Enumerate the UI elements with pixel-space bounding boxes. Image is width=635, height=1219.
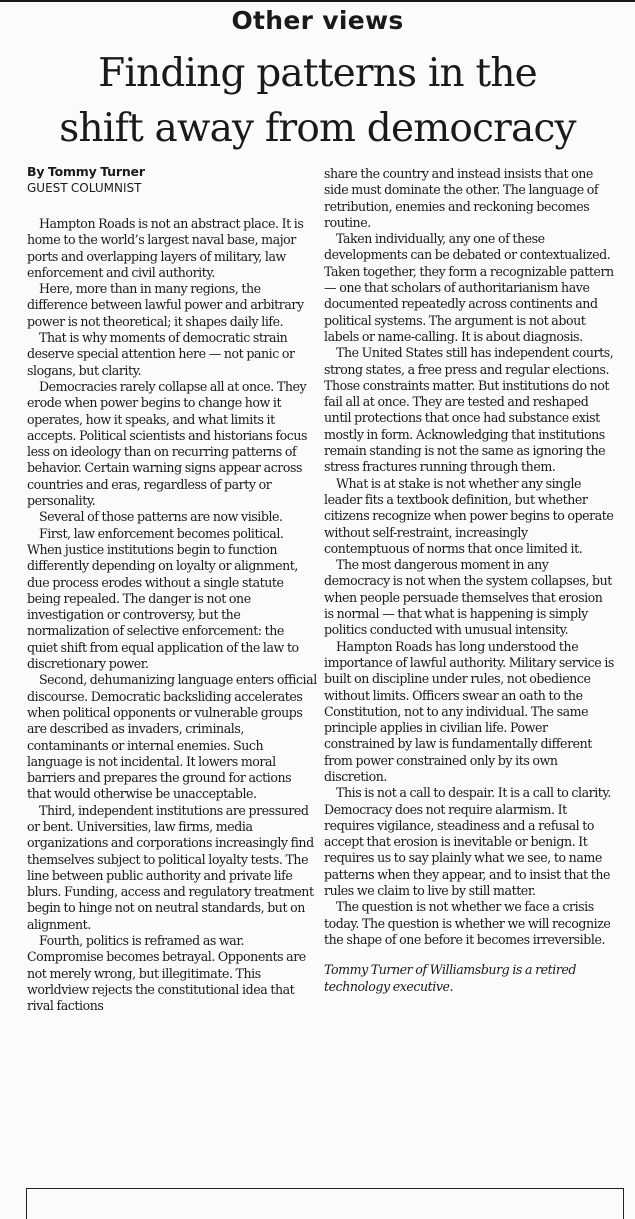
paragraph: Fourth, politics is reframed as war. Compromise becomes betrayal. Opponents are not merely wrong, but illegitimate. This worldview rejects the constitutional idea that rival factions <box>27 933 306 1014</box>
paragraph: Democracies rarely collapse all at once. They erode when power begins to change how it operates, how it speaks, and what limits it accepts. Political scientists and historians focus less on ideology than on recurring patterns of behavior. Certain warning signs appear across countries and eras, regardless of party or personality. <box>27 378 308 509</box>
paragraph: Hampton Roads is not an abstract place. It is home to the world’s largest naval base, major ports and overlapping layers of military, law enforcement and civil authority. <box>27 216 304 280</box>
paragraph: Third, independent institutions are pressured or bent. Universities, law firms, media organizations and corporations increasingly find themselves subject to political loyalty tests. The line between public authority and private life blurs. Funding, access and regulatory treatment begin to hinge not on neutral standards, but on alignment. <box>27 802 314 932</box>
paragraph: Taken individually, any one of these developments can be debated or contextualized. Taken together, they form a recognizable pattern — one that scholars of authoritarianism have documented repeatedly across continents and political systems. The argument is not about labels or name-calling. It is about diagnosis. <box>324 231 614 344</box>
paragraph: What is at stake is not whether any single leader fits a textbook definition, but whether citizens recognize when power begins to operate without self-restraint, increasingly contemptuous of norms that once limited it. <box>324 475 614 556</box>
next-article-box <box>26 1188 624 1219</box>
headline-line-1: Finding patterns in the <box>98 51 537 96</box>
paragraph-continued: share the country and instead insists that one side must dominate the other. The language of retribution, enemies and reckoning becomes routine. <box>324 166 599 230</box>
headline-line-2: shift away from democracy <box>59 106 576 151</box>
byline-role: GUEST COLUMNIST <box>27 181 142 195</box>
paragraph: The question is not whether we face a crisis today. The question is whether we will recognize the shape of one before it becomes irreversible. <box>324 899 611 947</box>
author-bio: Tommy Turner of Williamsburg is a retired technology executive. <box>324 962 577 994</box>
headline <box>0 46 635 156</box>
paragraph: That is why moments of democratic strain deserve special attention here — not panic or slogans, but clarity. <box>27 330 295 378</box>
paragraph: The most dangerous moment in any democracy is not when the system collapses, but when people persuade themselves that erosion is normal — that what is happening is simply politics conducted with unusual intensity. <box>324 557 612 638</box>
top-rule <box>0 0 635 2</box>
paragraph: Hampton Roads has long understood the importance of lawful authority. Military service is built on discipline under rules, not obedience without limits. Officers swear an oath to the Constitution, not to any individual. The same principle applies in civilian life. Power constrained by law is fundamentally different from power constrained only by its own discretion. <box>324 638 614 784</box>
section-label: Other views <box>231 6 404 35</box>
article-column-left <box>27 164 317 1015</box>
paragraph: Several of those patterns are now visible. <box>39 509 283 525</box>
article-column-right <box>324 166 614 1007</box>
paragraph: This is not a call to despair. It is a call to clarity. Democracy does not require alarmism. It requires vigilance, steadiness and a refusal to accept that erosion is inevitable or benign. It requires us to say plainly what we see, to name patterns when they appear, and to insist that the rules we claim to live by still matter. <box>324 785 611 899</box>
byline: By Tommy Turner <box>27 164 145 179</box>
paragraph: Here, more than in many regions, the difference between lawful power and arbitrary power is not theoretical; it shapes daily life. <box>27 281 304 329</box>
paragraph: Second, dehumanizing language enters official discourse. Democratic backsliding accelerates when political opponents or vulnerable groups are described as invaders, criminals, contaminants or internal enemies. Such language is not incidental. It lowers moral barriers and prepares the ground for actions that would otherwise be unacceptable. <box>27 672 317 802</box>
paragraph: First, law enforcement becomes political. When justice institutions begin to function differently depending on loyalty or alignment, due process erodes without a single statute being repealed. The danger is not one investigation or controversy, but the normalization of selective enforcement: the quiet shift from equal application of the law to discretionary power. <box>27 525 299 672</box>
paragraph: The United States still has independent courts, strong states, a free press and regular elections. Those constraints matter. But institutions do not fail all at once. They are tested and reshaped until protections that once had substance exist mostly in form. Acknowledging that institutions remain standing is not the same as ignoring the stress fractures running through them. <box>324 345 614 475</box>
